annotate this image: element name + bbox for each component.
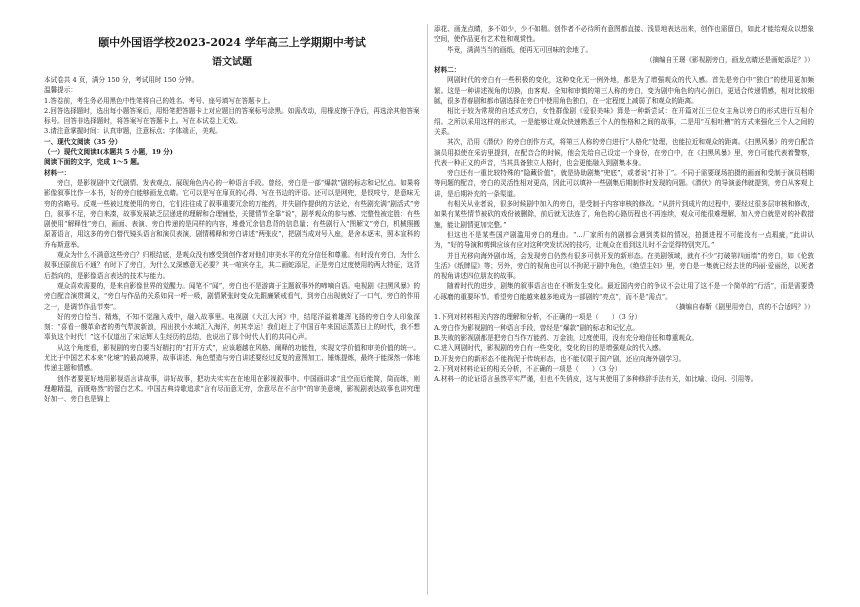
question-1-option-c: C.进入网剧时代，影视剧的旁白有一些变化，变化的目的是增强观众的代入感。	[434, 344, 666, 353]
paragraph-continued: 添花、画龙点睛，多不如少，少不如精。创作者不必待所有意图都直接、浅显地表达出来，创作也需留白，如此才能给观众以想象空间，使作品更有艺术性和观赏性。	[434, 25, 814, 44]
paragraph: 观众为什么不满意这些旁白？归根结底，是观众没有感受到创作者对他们审美水平的充分信任和尊重。有时没有旁白，为什么叙事还原前后不通？有时下了旁白，为什么又深感意无必要？其一喧宾夺主，其二画蛇添足，正是旁白过度使用的两大特征，这背后指向的，是影像语言表达的技术与能力。	[44, 251, 420, 280]
paragraph: 旁白还有一重比较特殊的“隐藏价值”，就是协助剧集“兜底”，或者说“打补丁”。不同于需要现场拍摄的画面和受制于演员档期等问题的配音，旁白的灵活性相对更高，因此可以填补一些剧集后期制作时发现的问题。《潜伏》的导演姜伟就提到，旁白从客观上讲，是后期补充的一条渠道。	[434, 169, 814, 198]
paragraph: 创作者要更好地用影视语言讲故事，讲好故事，把功夫实实在在地用在影视叙事中。中国画讲求“且空而后能简，筒而练，则理趣精温，而既咯然”的留白艺术。中国古典诗歌追求“言有尽而意无穷，余意尽在不言中”的审美意境，影视剧表达故事也讲究理好加一、旁白也是锦上	[44, 374, 420, 404]
question-1-option-b: B.失败的影视剧都是把旁白当作万能药、万金油，过度使用，没有充分地信任和尊重观众。	[434, 333, 699, 342]
notice-item-1: 1.答卷前，考生务必用黑色中性笔将自己的姓名、考号、座号填写在答题卡上。	[44, 96, 275, 105]
paragraph: 但这也不是某些国产剧滥用旁白的理由。“...厂家所有的剧都会遇到类似的情况，拍摄进程不可能没有一点瑕疵，”此讲认为，“好的导演和剪辑应该有应对这种突发状况的技巧，让观众在看到这儿时不会觉得特别突兀。”	[434, 230, 814, 250]
paragraph: 有相关从业者说，很多时候剧中加入的旁白，是受制于内容审核的修改。“从拼片到成片的过程中，要经过很多层审核和修改，如果有某些情节被砍的戏份被删除，前后就无法连了，角色的心路历程也不再连续，观众可能很难理解，加入旁白就是对的补救措施，能让剧情更加完整。”	[434, 200, 814, 229]
question-1-stem: 1.下列对材料相关内容的理解和分析，不正确的一项是（ ）（3 分）	[434, 313, 642, 322]
material-2-source: （摘编自春靳《剧里用旁白，真的不合适吗？》）	[672, 303, 814, 312]
paragraph: 好的旁白恰当、精炼，不知不觉融入戏中，融入故事里。电视剧《大江大河》中，结尾洋溢着雄浑飞扬的旁白令人印象深刻：“喜看一艘革命者的勇气犁波新浪，闯出狭小水域汇入海洋，何其幸运！我们赶上了中国百年来国运蒸蒸日上的时代，我不想辜负这个时代！”这不仅道出了宋运辉人生经历的总结，也说出了那个时代人们的共同心声。	[44, 312, 420, 342]
paragraph: 旁白，是影视剧中文代剧情、发表观点、展现角色内心的一种语言手段。曾经，旁白是一部“爆款”剧的标志和记忆点。如果将影像叙事比作一本书，好的旁白能够画龙点睛。它可以是写在扉页的心得、写在书边的评语。还可以是网兜，是钗吱兮，是意味无穷的省略号。反观一些被过度使用的旁白，它们往往成了叙事重要冗余的万能药，并失剧作提供的方法论，有些剧充满“剧活式”旁白，叙事不足，旁白来凑，故事发展缺乏层递进的理解和合理铺垫，关键情节全靠“说”，剧孝观众的参与感、完整性被定胜：有些剧使用“解释性”旁白，画面、表演、旁白传递的是同样的内容，堆叠冗余信息背的信息量；有些剧行入“图解文”旁白，机械照搬原著语言，用这多的旁白替代镜头语言和演员表演，剧情稀释和旁白讲述“两张皮”，把剧当成对号入座，是舍本逐末，照本宣科的乔布斯意举。	[44, 178, 420, 249]
column-divider	[427, 24, 428, 595]
paragraph: 观众喜欢需要的，是来自影像世界的觉醒力。闻笔不“闻”，旁白也不是游离于主题叙事外的啼嘀自语。电视剧《扫黑风暴》的旁白配音演贯调义，“旁白与作品的关系如同一呼一吸，剧情紧张时变众先跟廉紧戒看气，到旁白出现就好了一口气，旁白的作用之一，是调节作品节奏”。	[44, 281, 420, 311]
question-2-option-a: A.材料一的论证语言虽然平实严谨，但也不失俏皮，这与其使用了多种修辞手法有关，如比喻、设问、引用等。	[434, 375, 758, 384]
reading-instruction: 阅读下面的文字，完成 1～5 题。	[44, 158, 144, 167]
paragraph: 相比于较为常规的自述式旁白，女性群像剧《爱很美味》算是一种新尝试：在开篇对江三位女主角以旁白的形式进行互相介绍。之所以采用这样的形式，一是能够让观众快速熟悉三个人的性格和之间的故事，二是用“互相吐槽”的方式来强化三个人之间的关系。	[434, 107, 814, 136]
subsection-heading: （一）现代文阅读Ⅰ(本题共 5 小题，19 分)	[44, 148, 173, 157]
material-1-label: 材料一：	[44, 168, 71, 177]
exam-subtitle: 语文试题	[212, 57, 252, 68]
exam-title: 颐中外国语学校2023-2024 学年高三上学期期中考试	[98, 36, 366, 49]
notice-item-3: 3.请注意掌握时间：认真审题，注意标点；字体端正，美观。	[44, 127, 222, 136]
question-1-option-d: D.开发旁白的新形态不能拘泥于传统形态，也不能仅限于国产剧，还应向海外剧学习。	[434, 354, 686, 363]
paragraph: 网剧时代的旁白有一些积极的变化，这种变化无一例外地，都是为了增强观众的代入感。首先是旁白中“独白”的使用更加频繁。这是一种讲述视角的切换，由客观、全知和审慎的第三人称的旁白，变为剧中角色的内心剖白，更适合传递情感，相对比较细腻，很多青春剧和都市剧选择在旁白中使用角色独白，在一定程度上减弱了和观众的距离。	[434, 76, 814, 106]
left-column	[44, 24, 420, 599]
right-column	[434, 24, 814, 599]
paragraph: 并目光移向海外剧市场，会发现旁白仍然有很多可供开发的新形态。在美剧领域，就有不少“打破第四面墙”的旁白，如《伦敦生活》《纸牌屋》等；另外，旁白的视角也可以不拘泥于剧中角色，《绝望主妇》里，旁白是一集就已经去世的玛丽·爱丽丝，以死者的视角讲述四位朋友的故事。	[434, 251, 814, 281]
paragraph: 其次，沿用《潜伏》的旁白创作方式，将第三人称的旁白进行“人格化”处理，也能拉近和观众的距离。《扫黑风暴》的旁白配音演员用拟使在采访里提到，在配音合的时候，他会先给自己设定一个身份，在旁白中，在《扫黑风暴》里，旁白可能代表着警察，代表一种正义的声音，当其具备独立人格时，也会更能融入到剧集本身。	[434, 138, 814, 167]
question-2-stem: 2.下列对材料论证的相关分析，不正确的一项是（ ）（3 分）	[434, 364, 622, 373]
paragraph: 从这个角度看，影视剧的旁白要当好精打的“打开方式”，应该超越在风格、阐释的功能性，实现文学价值和审美价值的统一。尤比于中国艺术本来“化境”的最高境界，故事讲述、角色塑造与旁白讲述要经过反复的意图加工、锤炼提炼，最终于能深然一体地传递主题和情感。	[44, 343, 420, 373]
material-1-source: （摘编自王璟《影视剧旁白，画龙点睛还是画蛇添足？》）	[645, 55, 814, 64]
question-1-option-a: A.旁白作为影视剧的一种语言手段，曾经是“爆款”剧的标志和记忆点。	[434, 323, 639, 332]
notice-item-2: 2.回答选择题时，选出每小题答案后，用铅笔把答题卡上对应题目的答案标号涂黑。如需改动，用橡皮擦干净后，再选涂其他答案标号。回答非选择题时，将答案写在答题卡上。写在本试卷上无效。	[44, 106, 420, 126]
material-2-label: 材料二：	[434, 66, 461, 75]
exam-info-line: 本试卷共 4 页，满分 150 分，考试用时 150 分钟。	[44, 76, 199, 84]
notice-heading: 温馨提示：	[44, 86, 77, 95]
section-heading: 一、现代文阅读（35 分）	[44, 137, 122, 146]
paragraph: 毕竟，满满当当的画纸，便再无可回味的余地了。	[447, 45, 593, 54]
paragraph: 随着时代的进步，剧集的叙事语言也在不断发生变化。最近国内旁白的争议不会让用了这不是一个简单的“行活”，而是需要费心琢磨的重要环节。希望旁白能越来越多地成为一部剧的“亮点”，而不是“需点”。	[434, 282, 814, 301]
